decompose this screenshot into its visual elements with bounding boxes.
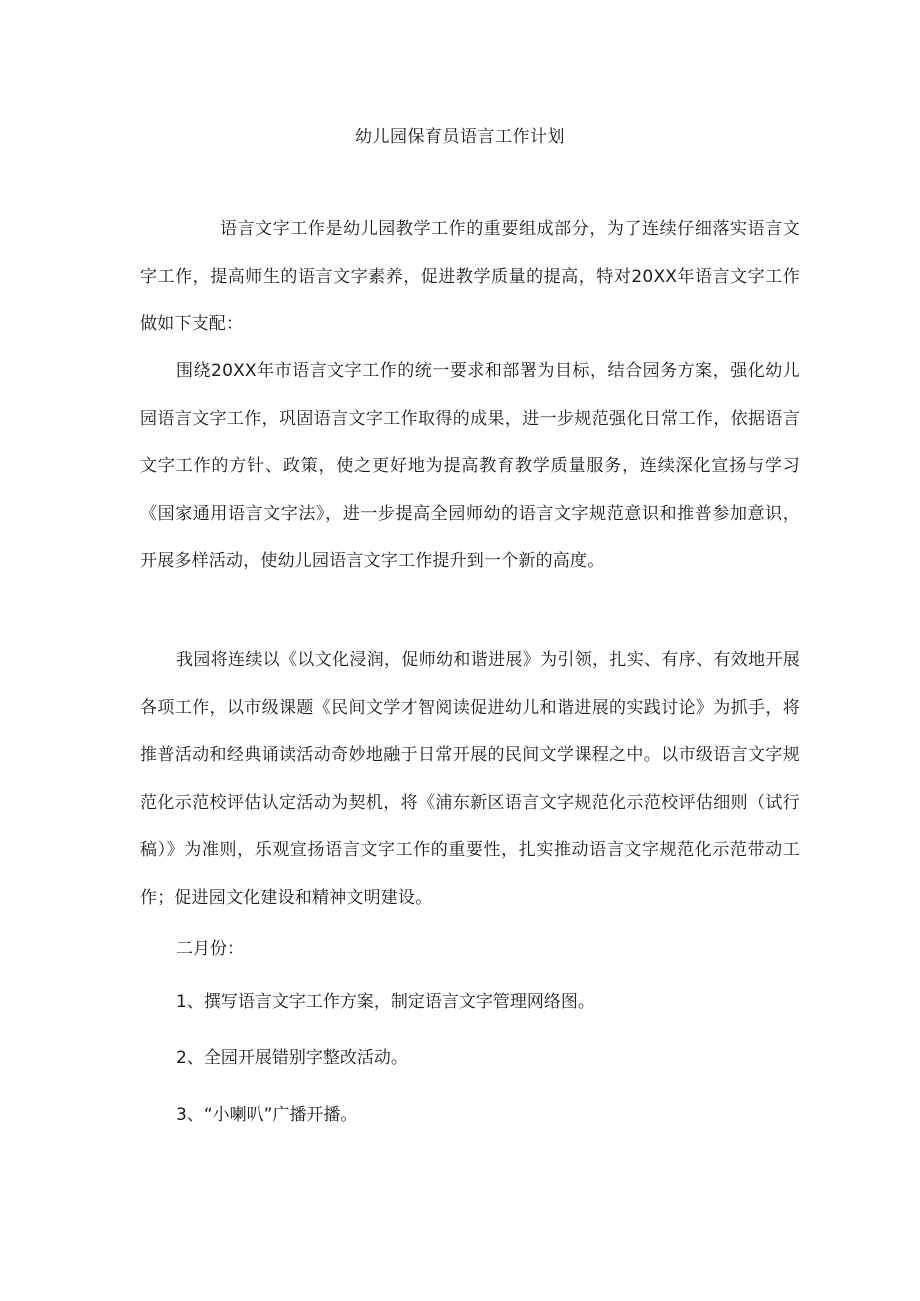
goal-paragraph: 围绕20XX年市语言文字工作的统一要求和部署为目标，结合园务方案，强化幼儿园语言文字工作，巩固语言文字工作取得的成果，进一步规范强化日常工作，依据语言文字工作的方针、政策，使之更好地为提高教育教学质量服务，连续深化宣扬与学习《国家通用语言文字法》，进一步提高全园师幼的语言文字规范意识和推普参加意识，开展多样活动，使幼儿园语言文字工作提升到一个新的高度。	[140, 361, 800, 571]
list-item: 2、全园开展错别字整改活动。	[176, 1048, 408, 1068]
list-item: 3、“小喇叭”广播开播。	[176, 1105, 358, 1125]
intro-paragraph: 语言文字工作是幼儿园教学工作的重要组成部分，为了连续仔细落实语言文字工作，提高师生的语言文字素养，促进教学质量的提高，特对20XX年语言文字工作做如下支配：	[140, 219, 800, 334]
list-item: 1、撰写语言文字工作方案，制定语言文字管理网络图。	[176, 992, 595, 1012]
month-heading: 二月份：	[176, 939, 244, 959]
plan-paragraph: 我园将连续以《以文化浸润，促师幼和谐进展》为引领，扎实、有序、有效地开展各项工作，以市级课题《民间文学才智阅读促进幼儿和谐进展的实践讨论》为抓手，将推普活动和经典诵读活动奇妙地融于日常开展的民间文学课程之中。以市级语言文字规范化示范校评估认定活动为契机，将《浦东新区语言文字规范化示范校评估细则（试行稿）》为准则，乐观宣扬语言文字工作的重要性，扎实推动语言文字规范化示范带动工作；促进园文化建设和精神文明建设。	[140, 650, 800, 908]
document-title: 幼儿园保育员语言工作计划	[355, 127, 565, 147]
